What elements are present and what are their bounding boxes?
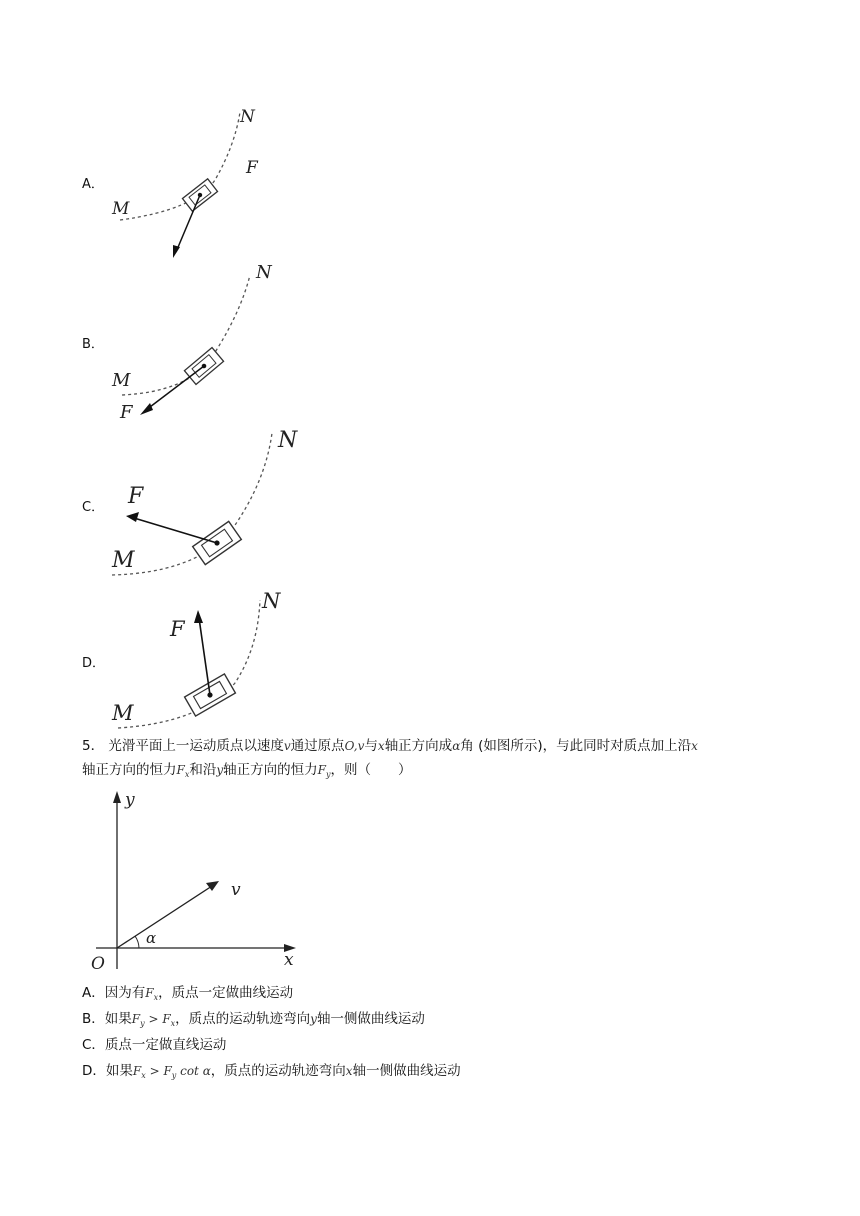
label-f: F bbox=[170, 617, 185, 641]
label-m: M bbox=[112, 370, 131, 391]
answer-c[interactable]: C．质点一定做直线运动 bbox=[82, 1037, 227, 1053]
label-n: N bbox=[262, 589, 281, 613]
answer-a[interactable]: A．因为有$F_x$，质点一定做曲线运动 bbox=[82, 985, 294, 1002]
answer-b[interactable]: B．如果$F_y > F_x$，质点的运动轨迹弯向y轴一侧做曲线运动 bbox=[82, 1011, 425, 1028]
label-m: M bbox=[112, 701, 134, 725]
y-label: y bbox=[125, 790, 135, 810]
answer-d[interactable]: D．如果$F_x > F_y$ cot α，质点的运动轨迹弯向x轴一侧做曲线运动 bbox=[82, 1063, 461, 1080]
label-m: M bbox=[112, 548, 135, 573]
label-n: N bbox=[240, 107, 255, 127]
option-c-figure bbox=[100, 425, 300, 585]
question-number: 5． bbox=[82, 738, 105, 754]
coordinate-figure bbox=[88, 785, 308, 975]
trajectory-curve bbox=[118, 600, 260, 728]
x-label: x bbox=[284, 950, 294, 970]
velocity-vector bbox=[117, 886, 212, 948]
option-b-label: B． bbox=[82, 337, 104, 352]
option-a-label: A． bbox=[82, 177, 104, 192]
force-arrow bbox=[146, 366, 204, 410]
v-label: v bbox=[231, 880, 241, 900]
y-axis-arrow bbox=[113, 791, 121, 803]
velocity-arrow bbox=[206, 881, 219, 891]
force-arrow-head bbox=[126, 512, 139, 522]
option-d-label: D． bbox=[82, 656, 106, 671]
option-a-figure bbox=[100, 100, 280, 265]
origin-label: O bbox=[91, 954, 105, 974]
label-f: F bbox=[120, 402, 133, 423]
force-arrow bbox=[134, 518, 217, 543]
label-n: N bbox=[256, 262, 272, 283]
angle-arc bbox=[135, 936, 139, 948]
alpha-label: α bbox=[146, 929, 157, 947]
option-d-figure bbox=[100, 588, 300, 733]
label-n: N bbox=[278, 428, 298, 453]
question-5-text: 5． 光滑平面上一运动质点以速度v通过原点O,v与x轴正方向成α角 (如图所示)，与此同时对质点加上沿x 轴正方向的恒力$F_x$和沿y轴正方向的恒力$F_y$，则（ ） bbox=[82, 738, 698, 779]
trajectory-curve bbox=[120, 112, 240, 220]
force-arrow-head bbox=[140, 403, 153, 415]
label-m: M bbox=[112, 199, 130, 219]
label-f: F bbox=[246, 158, 258, 178]
force-arrow-head bbox=[173, 245, 180, 258]
option-c-label: C． bbox=[82, 500, 105, 515]
force-arrow-head bbox=[194, 610, 203, 623]
option-b-figure bbox=[100, 260, 280, 425]
force-arrow bbox=[199, 618, 210, 695]
label-f: F bbox=[128, 484, 144, 509]
trajectory-curve bbox=[122, 275, 250, 395]
